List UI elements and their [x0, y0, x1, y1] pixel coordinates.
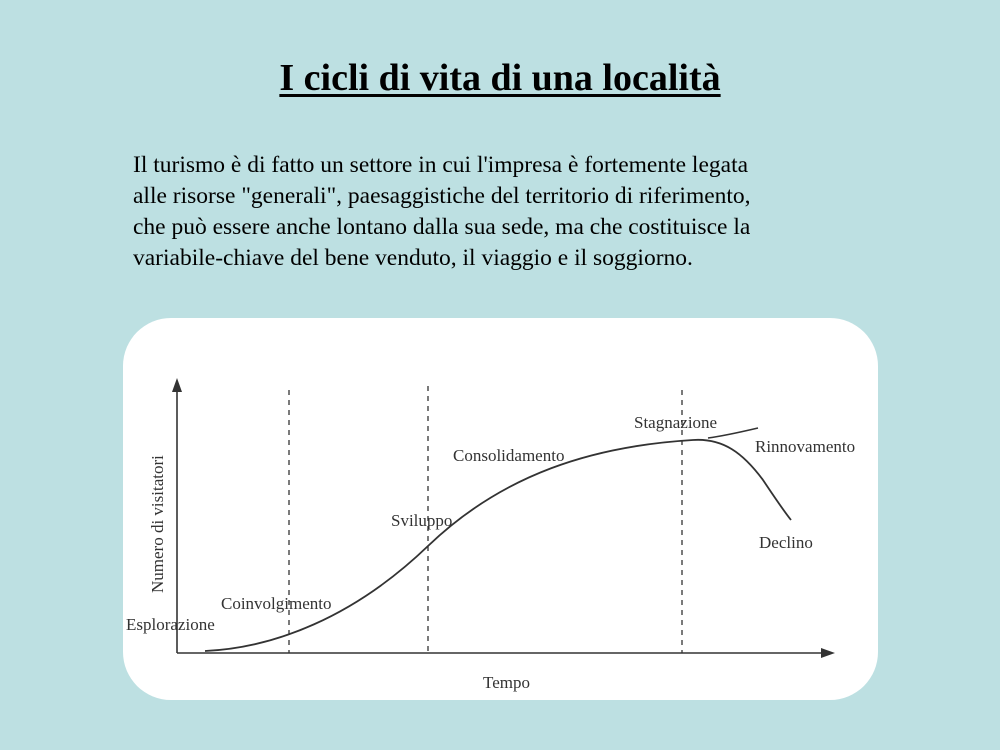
intro-paragraph — [133, 150, 853, 274]
y-axis-arrowhead — [172, 378, 182, 392]
x-axis-arrowhead — [821, 648, 835, 658]
x-axis-label: Tempo — [483, 673, 530, 692]
stage-label-coinvolgimento: Coinvolgimento — [221, 594, 332, 613]
lifecycle-diagram — [123, 318, 878, 700]
lifecycle-curve — [205, 440, 791, 651]
stage-label-sviluppo: Sviluppo — [391, 511, 453, 530]
intro-line-2: alle risorse "generali", paesaggistiche del territorio di riferimento, — [133, 183, 751, 209]
intro-line-4: variabile-chiave del bene venduto, il viaggio e il soggiorno. — [133, 245, 693, 271]
y-axis-label: Numero di visitatori — [148, 455, 167, 593]
intro-line-1: Il turismo è di fatto un settore in cui l'impresa è fortemente legata — [133, 152, 749, 178]
stage-label-esplorazione: Esplorazione — [126, 615, 215, 634]
stage-label-rinnovamento: Rinnovamento — [755, 437, 856, 456]
stage-label-consolidamento: Consolidamento — [453, 446, 565, 465]
stage-label-stagnazione: Stagnazione — [634, 413, 718, 432]
lifecycle-diagram-panel — [123, 318, 878, 700]
stage-label-declino: Declino — [759, 533, 813, 552]
slide-title: I cicli di vita di una località — [279, 57, 721, 99]
intro-line-3: che può essere anche lontano dalla sua sede, ma che costituisce la — [133, 214, 751, 240]
